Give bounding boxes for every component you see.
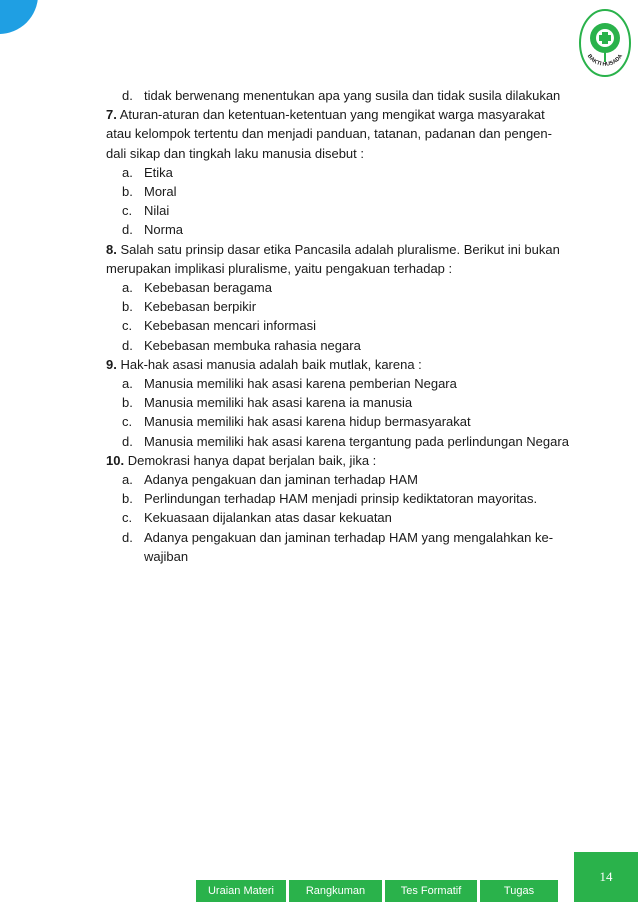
tab-rangkuman[interactable]: Rangkuman <box>289 880 382 902</box>
option-letter: b. <box>122 299 133 315</box>
option-text: Nilai <box>144 203 170 219</box>
q7-option-a <box>106 163 576 182</box>
option-text: Kebebasan berpikir <box>144 299 257 315</box>
option-text: Norma <box>144 222 184 238</box>
question-text-line: Demokrasi hanya dapat berjalan baik, jika : <box>127 452 377 468</box>
option-letter: a. <box>122 280 133 296</box>
q9-option-c <box>106 412 576 431</box>
q9-option-b <box>106 393 576 412</box>
option-text: Manusia memiliki hak asasi karena ia manusia <box>144 395 413 411</box>
question-text-line: Salah satu prinsip dasar etika Pancasila adalah pluralisme. Berikut ini bukan <box>120 241 560 257</box>
option-letter: a. <box>122 472 133 488</box>
bakti-husada-logo <box>578 8 632 78</box>
option-text: Manusia memiliki hak asasi karena pemberian Negara <box>144 376 457 392</box>
bakti-husada-logo-icon <box>578 8 632 78</box>
question-7 <box>106 105 576 163</box>
option-letter: d. <box>122 222 133 238</box>
q10-option-c <box>106 508 576 527</box>
footer-nav-tabs <box>196 880 561 902</box>
corner-accent-shape <box>0 0 38 34</box>
question-10 <box>106 451 576 470</box>
option-letter: d. <box>122 88 133 103</box>
q10-option-d <box>106 528 576 547</box>
question-text-line: Aturan-aturan dan ketentuan-ketentuan yang mengikat warga masyarakat <box>119 107 545 123</box>
q7-option-b <box>106 182 576 201</box>
q8-option-d <box>106 336 576 355</box>
option-text: Manusia memiliki hak asasi karena tergantung pada perlindungan Negara <box>144 433 569 449</box>
q9-option-a <box>106 374 576 393</box>
question-text-line: merupakan implikasi pluralisme, yaitu pengakuan terhadap : <box>106 260 453 276</box>
option-text: Kekuasaan dijalankan atas dasar kekuatan <box>144 510 392 526</box>
svg-text:BAKTI HUSADA: BAKTI HUSADA <box>585 53 625 68</box>
option-text: Adanya pengakuan dan jaminan terhadap HAM yang mengalahkan ke- <box>144 529 554 545</box>
tab-tes-formatif[interactable]: Tes Formatif <box>385 880 477 902</box>
tab-tugas[interactable]: Tugas <box>480 880 558 902</box>
option-text: Kebebasan beragama <box>144 280 272 296</box>
q6-option-d <box>106 86 576 105</box>
option-letter: c. <box>122 414 133 430</box>
option-text: Moral <box>144 184 177 200</box>
question-text-line: atau kelompok tertentu dan menjadi panduan, tatanan, padanan dan pengen- <box>106 126 552 142</box>
question-8 <box>106 240 576 278</box>
option-text: Adanya pengakuan dan jaminan terhadap HAM <box>144 472 418 488</box>
q7-option-d <box>106 220 576 239</box>
option-letter: d. <box>122 529 133 545</box>
q10-option-a <box>106 470 576 489</box>
option-letter: b. <box>122 491 133 507</box>
option-text: wajiban <box>144 548 189 564</box>
q7-option-c <box>106 201 576 220</box>
option-letter: c. <box>122 318 133 334</box>
tab-uraian-materi[interactable]: Uraian Materi <box>196 880 286 902</box>
option-text: Perlindungan terhadap HAM menjadi prinsip kediktatoran mayoritas. <box>144 491 538 507</box>
question-text-line: dali sikap dan tingkah laku manusia disebut : <box>106 145 364 161</box>
question-number: 7. <box>106 107 117 123</box>
question-number: 10. <box>106 452 125 468</box>
q9-option-d <box>106 432 576 451</box>
option-text: tidak berwenang menentukan apa yang susila dan tidak susila dilakukan <box>144 88 561 103</box>
q8-option-b <box>106 297 576 316</box>
question-text-line: Hak-hak asasi manusia adalah baik mutlak, karena : <box>120 356 422 372</box>
option-letter: a. <box>122 376 133 392</box>
question-number: 8. <box>106 241 117 257</box>
option-letter: d. <box>122 433 133 449</box>
option-text: Kebebasan mencari informasi <box>144 318 316 334</box>
option-text: Etika <box>144 164 173 180</box>
option-letter: c. <box>122 203 133 219</box>
q8-option-a <box>106 278 576 297</box>
option-letter: d. <box>122 337 133 353</box>
question-9 <box>106 355 576 374</box>
question-list <box>106 86 576 566</box>
option-text: Manusia memiliki hak asasi karena hidup bermasyarakat <box>144 414 471 430</box>
q8-option-c <box>106 316 576 335</box>
q10-option-d-continued <box>106 547 576 566</box>
q10-option-b <box>106 489 576 508</box>
option-letter: a. <box>122 164 133 180</box>
option-letter: c. <box>122 510 133 526</box>
option-text: Kebebasan membuka rahasia negara <box>144 337 361 353</box>
option-letter: b. <box>122 395 133 411</box>
option-letter: b. <box>122 184 133 200</box>
page-number: 14 <box>574 852 638 902</box>
question-number: 9. <box>106 356 117 372</box>
